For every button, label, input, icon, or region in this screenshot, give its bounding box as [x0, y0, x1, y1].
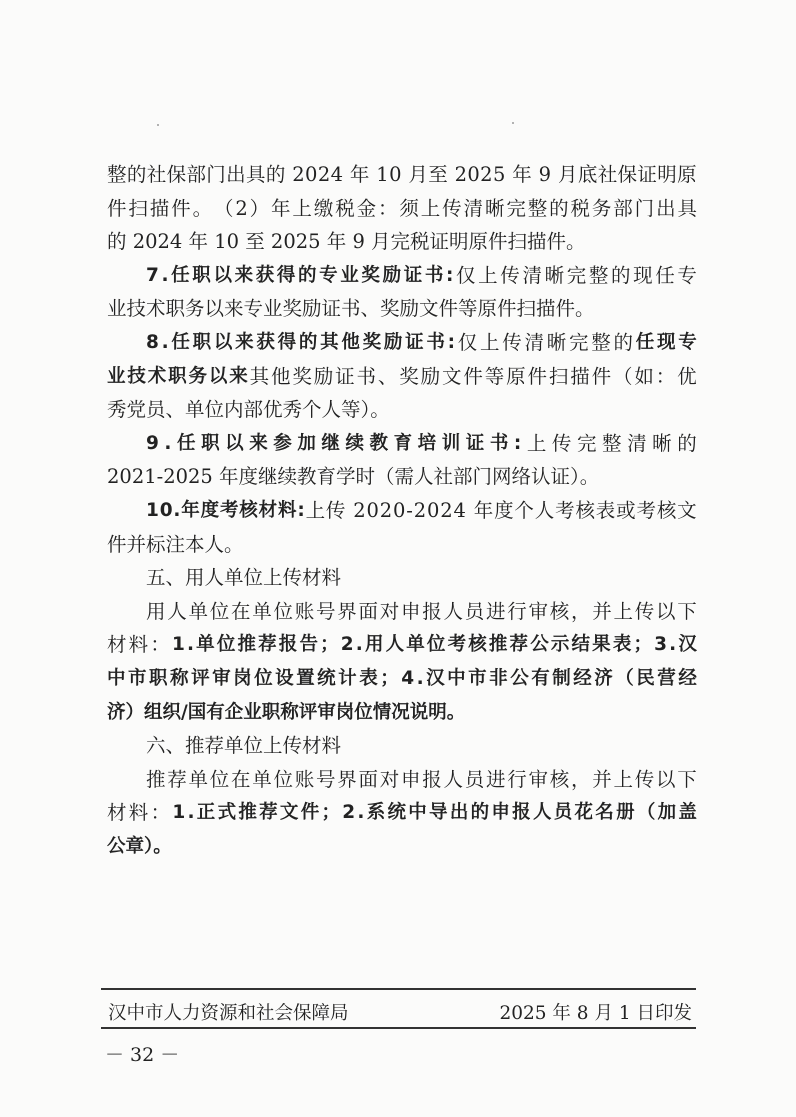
footer-bottom-rule — [101, 1027, 696, 1029]
text: 2021-2025 年度继续教育学时（需人社部门网络认证）。 — [107, 465, 600, 489]
text-line — [107, 729, 697, 763]
bold-text: 济）组织/国有企业职称评审岗位情况说明。 — [107, 701, 466, 723]
scan-speck — [157, 124, 159, 126]
text-line — [107, 292, 697, 326]
text-line: 8 . 任 职 以 来 获 得 的 其 他 奖 励 证 书 : 仅 上 传 清 晰 完 整 的 任 现 专 — [146, 330, 697, 354]
issuer: 汉中市人力资源和社会保障局 — [108, 1003, 349, 1024]
issue-date: 2025 年 8 月 1 日印发 — [499, 1003, 692, 1024]
text-line: 整 的 社 保 部 门 出 具 的 2 0 2 4 年 1 0 月 至 2 0 2 5 年 9 月 底 社 保 证 明 原 — [107, 163, 697, 186]
text: 五、用人单位上传材料 — [146, 566, 342, 590]
text: 的 2024 年 10 至 2025 年 9 月完税证明原件扫描件。 — [107, 230, 586, 254]
text-line: 中 市 职 称 评 审 岗 位 设 置 统 计 表 ； 4 . 汉 中 市 非 公 有 制 经 济 （ 民 营 经 — [107, 667, 697, 689]
text-line: 件 扫 描 件 。 （ 2 ） 年 上 缴 税 金 ： 须 上 传 清 晰 完 整 的 税 务 部 门 出 具 — [107, 196, 697, 220]
text-line — [107, 460, 697, 494]
text: 件并标注本人。 — [107, 532, 244, 556]
text-line — [107, 528, 697, 562]
text: 业技术职务以来专业奖励证书、奖励文件等原件扫描件。 — [107, 297, 595, 321]
page-number: － 32 － — [105, 1044, 180, 1066]
text: 六、推荐单位上传材料 — [146, 734, 342, 758]
text-line — [107, 225, 697, 259]
text-line: 材 料 ： 1 . 正 式 推 荐 文 件 ； 2 . 系 统 中 导 出 的 申 报 人 员 花 名 册 （ 加 盖 — [107, 801, 697, 825]
text-line — [107, 830, 697, 864]
scan-speck — [512, 122, 514, 124]
text-line: 9 . 任 职 以 来 参 加 继 续 教 育 培 训 证 书 : 上 传 完 整 清 晰 的 — [146, 431, 697, 455]
text-line: 用 人 单 位 在 单 位 账 号 界 面 对 申 报 人 员 进 行 审 核 ， 并 上 传 以 下 — [146, 599, 697, 623]
footer-top-rule — [101, 988, 696, 990]
text-line — [107, 696, 697, 730]
text: 秀党员、单位内部优秀个人等）。 — [107, 398, 390, 422]
text-line — [107, 393, 697, 427]
text-line — [107, 561, 697, 595]
text-line: 7 . 任 职 以 来 获 得 的 专 业 奖 励 证 书 : 仅 上 传 清 晰 完 整 的 现 任 专 — [146, 263, 697, 287]
text-line: 材 料 ： 1 . 单 位 推 荐 报 告 ； 2 . 用 人 单 位 考 核 推 荐 公 示 结 果 表 ； 3 . 汉 — [107, 633, 697, 657]
footer — [108, 999, 692, 1025]
text-line: 1 0 . 年 度 考 核 材 料 : 上 传 2 0 2 0 - 2 0 2 4 年 度 个 人 考 核 表 或 考 核 文 — [146, 498, 697, 522]
text-line: 业 技 术 职 务 以 来 其 他 奖 励 证 书 、 奖 励 文 件 等 原 件 扫 描 件 （ 如 ： 优 — [107, 364, 697, 388]
bold-text: 公章）。 — [107, 835, 172, 857]
body-text — [107, 158, 697, 863]
text-line: 推 荐 单 位 在 单 位 账 号 界 面 对 申 报 人 员 进 行 审 核 ， 并 上 传 以 下 — [146, 767, 697, 791]
